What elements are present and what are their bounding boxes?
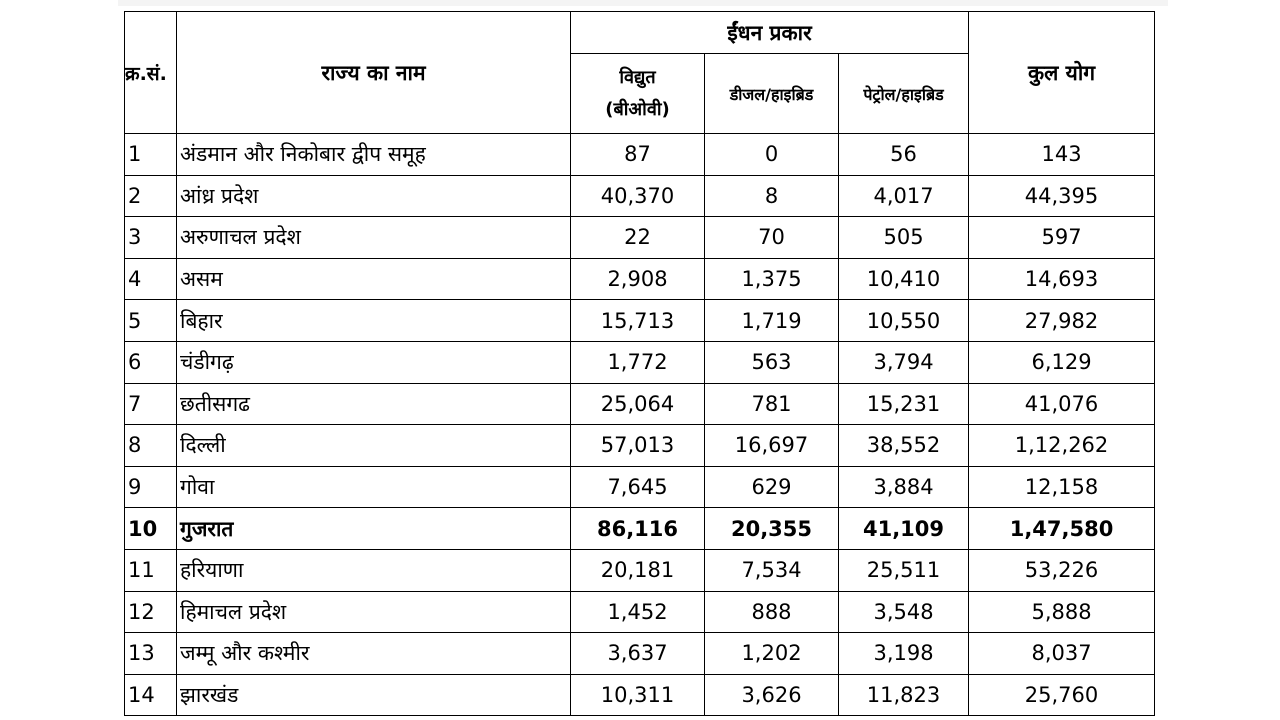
row-state-name: असम <box>177 258 571 300</box>
row-diesel-hybrid: 0 <box>705 134 839 176</box>
header-electric-line2: (बीओवी) <box>605 98 670 120</box>
row-state-name: अंडमान और निकोबार द्वीप समूह <box>177 134 571 176</box>
row-electric: 1,772 <box>571 341 705 383</box>
row-state-name: आंध्र प्रदेश <box>177 175 571 217</box>
row-electric: 20,181 <box>571 549 705 591</box>
row-petrol-hybrid: 3,884 <box>839 466 969 508</box>
row-state-name: छतीसगढ <box>177 383 571 425</box>
row-state-name: अरुणाचल प्रदेश <box>177 217 571 259</box>
row-diesel-hybrid: 20,355 <box>705 508 839 550</box>
row-electric: 25,064 <box>571 383 705 425</box>
row-total: 6,129 <box>969 341 1155 383</box>
row-diesel-hybrid: 3,626 <box>705 674 839 716</box>
row-electric: 1,452 <box>571 591 705 633</box>
row-petrol-hybrid: 10,550 <box>839 300 969 342</box>
row-sno: 2 <box>125 175 177 217</box>
table-row <box>125 466 1155 508</box>
row-state-name: बिहार <box>177 300 571 342</box>
table-row <box>125 258 1155 300</box>
row-diesel-hybrid: 781 <box>705 383 839 425</box>
row-electric: 87 <box>571 134 705 176</box>
row-state-name: हिमाचल प्रदेश <box>177 591 571 633</box>
row-state-name: गोवा <box>177 466 571 508</box>
row-petrol-hybrid: 41,109 <box>839 508 969 550</box>
table-row <box>125 175 1155 217</box>
row-petrol-hybrid: 11,823 <box>839 674 969 716</box>
row-state-name: चंडीगढ़ <box>177 341 571 383</box>
row-electric: 22 <box>571 217 705 259</box>
table-row <box>125 425 1155 467</box>
row-sno: 9 <box>125 466 177 508</box>
row-diesel-hybrid: 1,202 <box>705 633 839 675</box>
row-sno: 8 <box>125 425 177 467</box>
table-row <box>125 549 1155 591</box>
row-sno: 1 <box>125 134 177 176</box>
row-total: 12,158 <box>969 466 1155 508</box>
row-sno: 13 <box>125 633 177 675</box>
header-state-name: राज्य का नाम <box>177 12 571 134</box>
row-sno: 14 <box>125 674 177 716</box>
row-total: 143 <box>969 134 1155 176</box>
row-sno: 4 <box>125 258 177 300</box>
header-electric-line1: विद्युत <box>619 66 656 88</box>
header-fuel-type: ईंधन प्रकार <box>571 12 969 54</box>
row-electric: 15,713 <box>571 300 705 342</box>
row-petrol-hybrid: 505 <box>839 217 969 259</box>
row-diesel-hybrid: 1,375 <box>705 258 839 300</box>
row-diesel-hybrid: 8 <box>705 175 839 217</box>
row-petrol-hybrid: 3,794 <box>839 341 969 383</box>
row-petrol-hybrid: 25,511 <box>839 549 969 591</box>
row-petrol-hybrid: 38,552 <box>839 425 969 467</box>
row-diesel-hybrid: 70 <box>705 217 839 259</box>
row-state-name: झारखंड <box>177 674 571 716</box>
page-top-strip <box>118 0 1168 6</box>
header-diesel-hybrid: डीजल/हाइब्रिड <box>705 54 839 134</box>
row-petrol-hybrid: 10,410 <box>839 258 969 300</box>
row-total: 14,693 <box>969 258 1155 300</box>
header-sno: क्र.सं. <box>125 12 177 134</box>
table-row <box>125 674 1155 716</box>
table-row <box>125 383 1155 425</box>
row-petrol-hybrid: 15,231 <box>839 383 969 425</box>
row-sno: 3 <box>125 217 177 259</box>
row-sno: 5 <box>125 300 177 342</box>
row-petrol-hybrid: 3,198 <box>839 633 969 675</box>
row-diesel-hybrid: 1,719 <box>705 300 839 342</box>
row-diesel-hybrid: 16,697 <box>705 425 839 467</box>
table-row <box>125 591 1155 633</box>
row-total: 5,888 <box>969 591 1155 633</box>
row-sno: 6 <box>125 341 177 383</box>
table-row <box>125 134 1155 176</box>
table-row <box>125 217 1155 259</box>
row-diesel-hybrid: 7,534 <box>705 549 839 591</box>
header-electric <box>571 54 705 134</box>
row-total: 41,076 <box>969 383 1155 425</box>
row-state-name: गुजरात <box>177 508 571 550</box>
header-total: कुल योग <box>969 12 1155 134</box>
row-electric: 7,645 <box>571 466 705 508</box>
row-petrol-hybrid: 56 <box>839 134 969 176</box>
row-total: 27,982 <box>969 300 1155 342</box>
row-total: 1,47,580 <box>969 508 1155 550</box>
row-state-name: जम्मू और कश्मीर <box>177 633 571 675</box>
row-electric: 3,637 <box>571 633 705 675</box>
table-row-highlighted <box>125 508 1155 550</box>
row-total: 597 <box>969 217 1155 259</box>
row-sno: 11 <box>125 549 177 591</box>
row-diesel-hybrid: 629 <box>705 466 839 508</box>
row-electric: 86,116 <box>571 508 705 550</box>
ev-registration-table <box>124 11 1155 716</box>
row-electric: 2,908 <box>571 258 705 300</box>
row-total: 25,760 <box>969 674 1155 716</box>
row-total: 44,395 <box>969 175 1155 217</box>
row-electric: 10,311 <box>571 674 705 716</box>
row-electric: 57,013 <box>571 425 705 467</box>
row-total: 1,12,262 <box>969 425 1155 467</box>
row-state-name: दिल्ली <box>177 425 571 467</box>
row-petrol-hybrid: 3,548 <box>839 591 969 633</box>
table-row <box>125 341 1155 383</box>
row-petrol-hybrid: 4,017 <box>839 175 969 217</box>
table-row <box>125 300 1155 342</box>
row-diesel-hybrid: 888 <box>705 591 839 633</box>
table-row <box>125 633 1155 675</box>
row-sno: 10 <box>125 508 177 550</box>
row-total: 53,226 <box>969 549 1155 591</box>
row-state-name: हरियाणा <box>177 549 571 591</box>
row-total: 8,037 <box>969 633 1155 675</box>
row-sno: 12 <box>125 591 177 633</box>
row-electric: 40,370 <box>571 175 705 217</box>
header-petrol-hybrid: पेट्रोल/हाइब्रिड <box>839 54 969 134</box>
row-sno: 7 <box>125 383 177 425</box>
row-diesel-hybrid: 563 <box>705 341 839 383</box>
